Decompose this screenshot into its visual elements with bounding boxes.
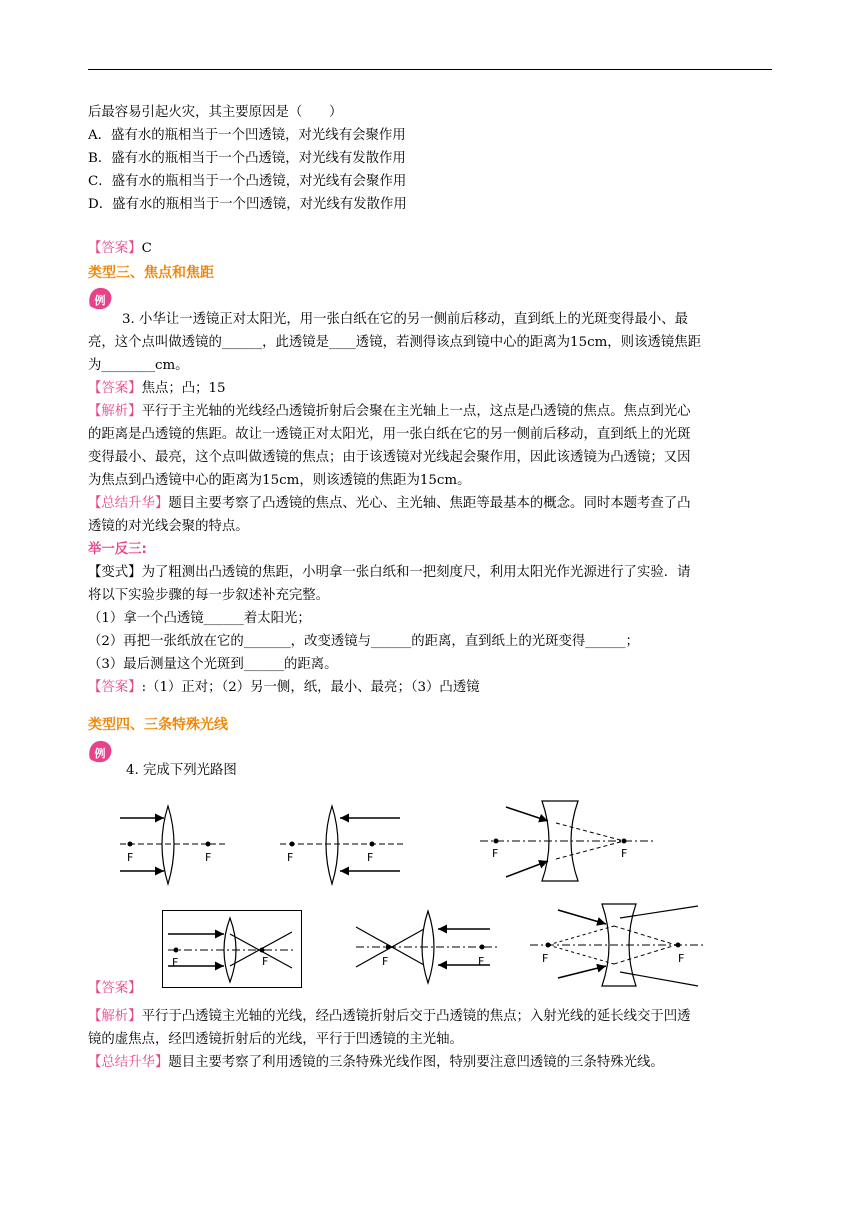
diagram-answer-concave [528,900,708,990]
focus-label: F [492,847,499,860]
section-title-type4: 类型四、三条特殊光线 [88,717,228,733]
analysis-tag: 【解析】 [88,1009,142,1024]
focus-label: F [287,851,294,864]
analysis-text: 平行于主光轴的光线经凸透镜折射后会聚在主光轴上一点，这点是凸透镜的焦点。焦点到光心 [141,404,691,419]
badge-label: 例 [94,747,106,760]
option-b: B．盛有水的瓶相当于一个凸透镜，对光线有发散作用 [88,151,406,166]
focus-label: F [262,955,269,968]
summary-line [88,1054,664,1072]
summary-text: 题目主要考察了凸透镜的焦点、光心、主光轴、焦距等最基本的概念。同时本题考查了凸 [168,496,691,511]
step-1: （1）拿一个凸透镜______着太阳光； [88,611,311,626]
question-3-line2: 亮，这个点叫做透镜的______，此透镜是____透镜，若测得该点到镜中心的距离为15cm，则该透镜焦距 [88,335,702,350]
diagram-answer-convex-parallel [162,910,302,988]
answer-line-4 [88,980,142,998]
answer-text: C [141,241,152,256]
summary-line1 [88,495,691,513]
analysis-text: 平行于凸透镜主光轴的光线，经凸透镜折射后交于凸透镜的焦点；入射光线的延长线交于凹透 [141,1009,691,1024]
example-badge-icon [87,739,113,765]
analysis-line4: 为焦点到凸透镜中心的距离为15cm，则该透镜的焦距为15cm。 [88,473,471,488]
diagram-convex-parallel [118,800,228,890]
analysis-tag: 【解析】 [88,404,142,419]
answer-line-3 [88,380,226,398]
answer-text: 焦点；凸；15 [141,381,226,396]
variant-answer-line [88,679,480,697]
focus-label: F [205,851,212,864]
practice-title: 举一反三: [88,542,147,557]
question-3-line1: 3. 小华让一透镜正对太阳光，用一张白纸在它的另一侧前后移动，直到纸上的光斑变得最小、最 [122,312,689,327]
answer-line [88,240,152,258]
variant-text: 为了粗测出凸透镜的焦距，小明拿一张白纸和一把刻度尺，利用太阳光作光源进行了实验．请 [141,565,691,580]
analysis-line3: 变得最小、最亮，这个点叫做透镜的焦点；由于该透镜对光线起会聚作用，因此该透镜为凸透镜；又因 [88,450,691,465]
option-a: A．盛有水的瓶相当于一个凹透镜，对光线有会聚作用 [88,128,406,143]
section-title-type3: 类型三、焦点和焦距 [88,265,214,281]
summary-line2: 透镜的对光线会聚的特点。 [88,519,249,534]
focus-label: F [542,952,549,965]
answer-text: :（1）正对；（2）另一侧，纸，最小、最亮；（3）凸透镜 [141,680,480,695]
variant-line1 [88,564,691,582]
question-3-line3: 为________cm。 [88,358,189,373]
analysis-line1 [88,1008,691,1026]
variant-line2: 将以下实验步骤的每一步叙述补充完整。 [88,588,330,603]
answer-tag: 【答案】 [88,981,142,996]
answer-tag: 【答案】 [88,381,142,396]
focus-label: F [367,851,374,864]
analysis-line2: 镜的虚焦点，经凹透镜折射后的光线，平行于凹透镜的主光轴。 [88,1032,463,1047]
summary-tag: 【总结升华】 [88,496,169,511]
question-4: 4. 完成下列光路图 [126,763,237,778]
diagram-concave-question [478,795,658,890]
step-3: （3）最后测量这个光斑到______的距离。 [88,657,338,672]
diagram-convex-reverse [278,800,408,890]
diagram-answer-convex-focus [352,905,502,985]
option-c: C．盛有水的瓶相当于一个凸透镜，对光线有会聚作用 [88,174,407,189]
answer-tag: 【答案】 [88,241,142,256]
focus-label: F [382,955,389,968]
step-2: （2）再把一张纸放在它的_______，改变透镜与______的距离，直到纸上的光斑变得______； [88,634,639,649]
focus-label: F [172,956,179,969]
option-d: D．盛有水的瓶相当于一个凹透镜，对光线有发散作用 [88,197,407,212]
summary-text: 题目主要考察了利用透镜的三条特殊光线作图，特别要注意凹透镜的三条特殊光线。 [168,1055,664,1070]
badge-label: 例 [94,294,106,307]
variant-tag: 【变式】 [88,565,142,580]
answer-tag: 【答案】 [88,680,142,695]
analysis-line2: 的距离是凸透镜的焦距。故让一透镜正对太阳光，用一张白纸在它的另一侧前后移动，直到纸上的光斑 [88,427,691,442]
focus-label: F [678,952,685,965]
focus-label: F [127,851,134,864]
summary-tag: 【总结升华】 [88,1055,169,1070]
question-stem: 后最容易引起火灾，其主要原因是（ ） [88,105,343,120]
focus-label: F [478,955,485,968]
focus-label: F [621,847,628,860]
example-badge-icon [87,286,113,312]
analysis-line1 [88,403,691,421]
header-rule [88,69,772,70]
